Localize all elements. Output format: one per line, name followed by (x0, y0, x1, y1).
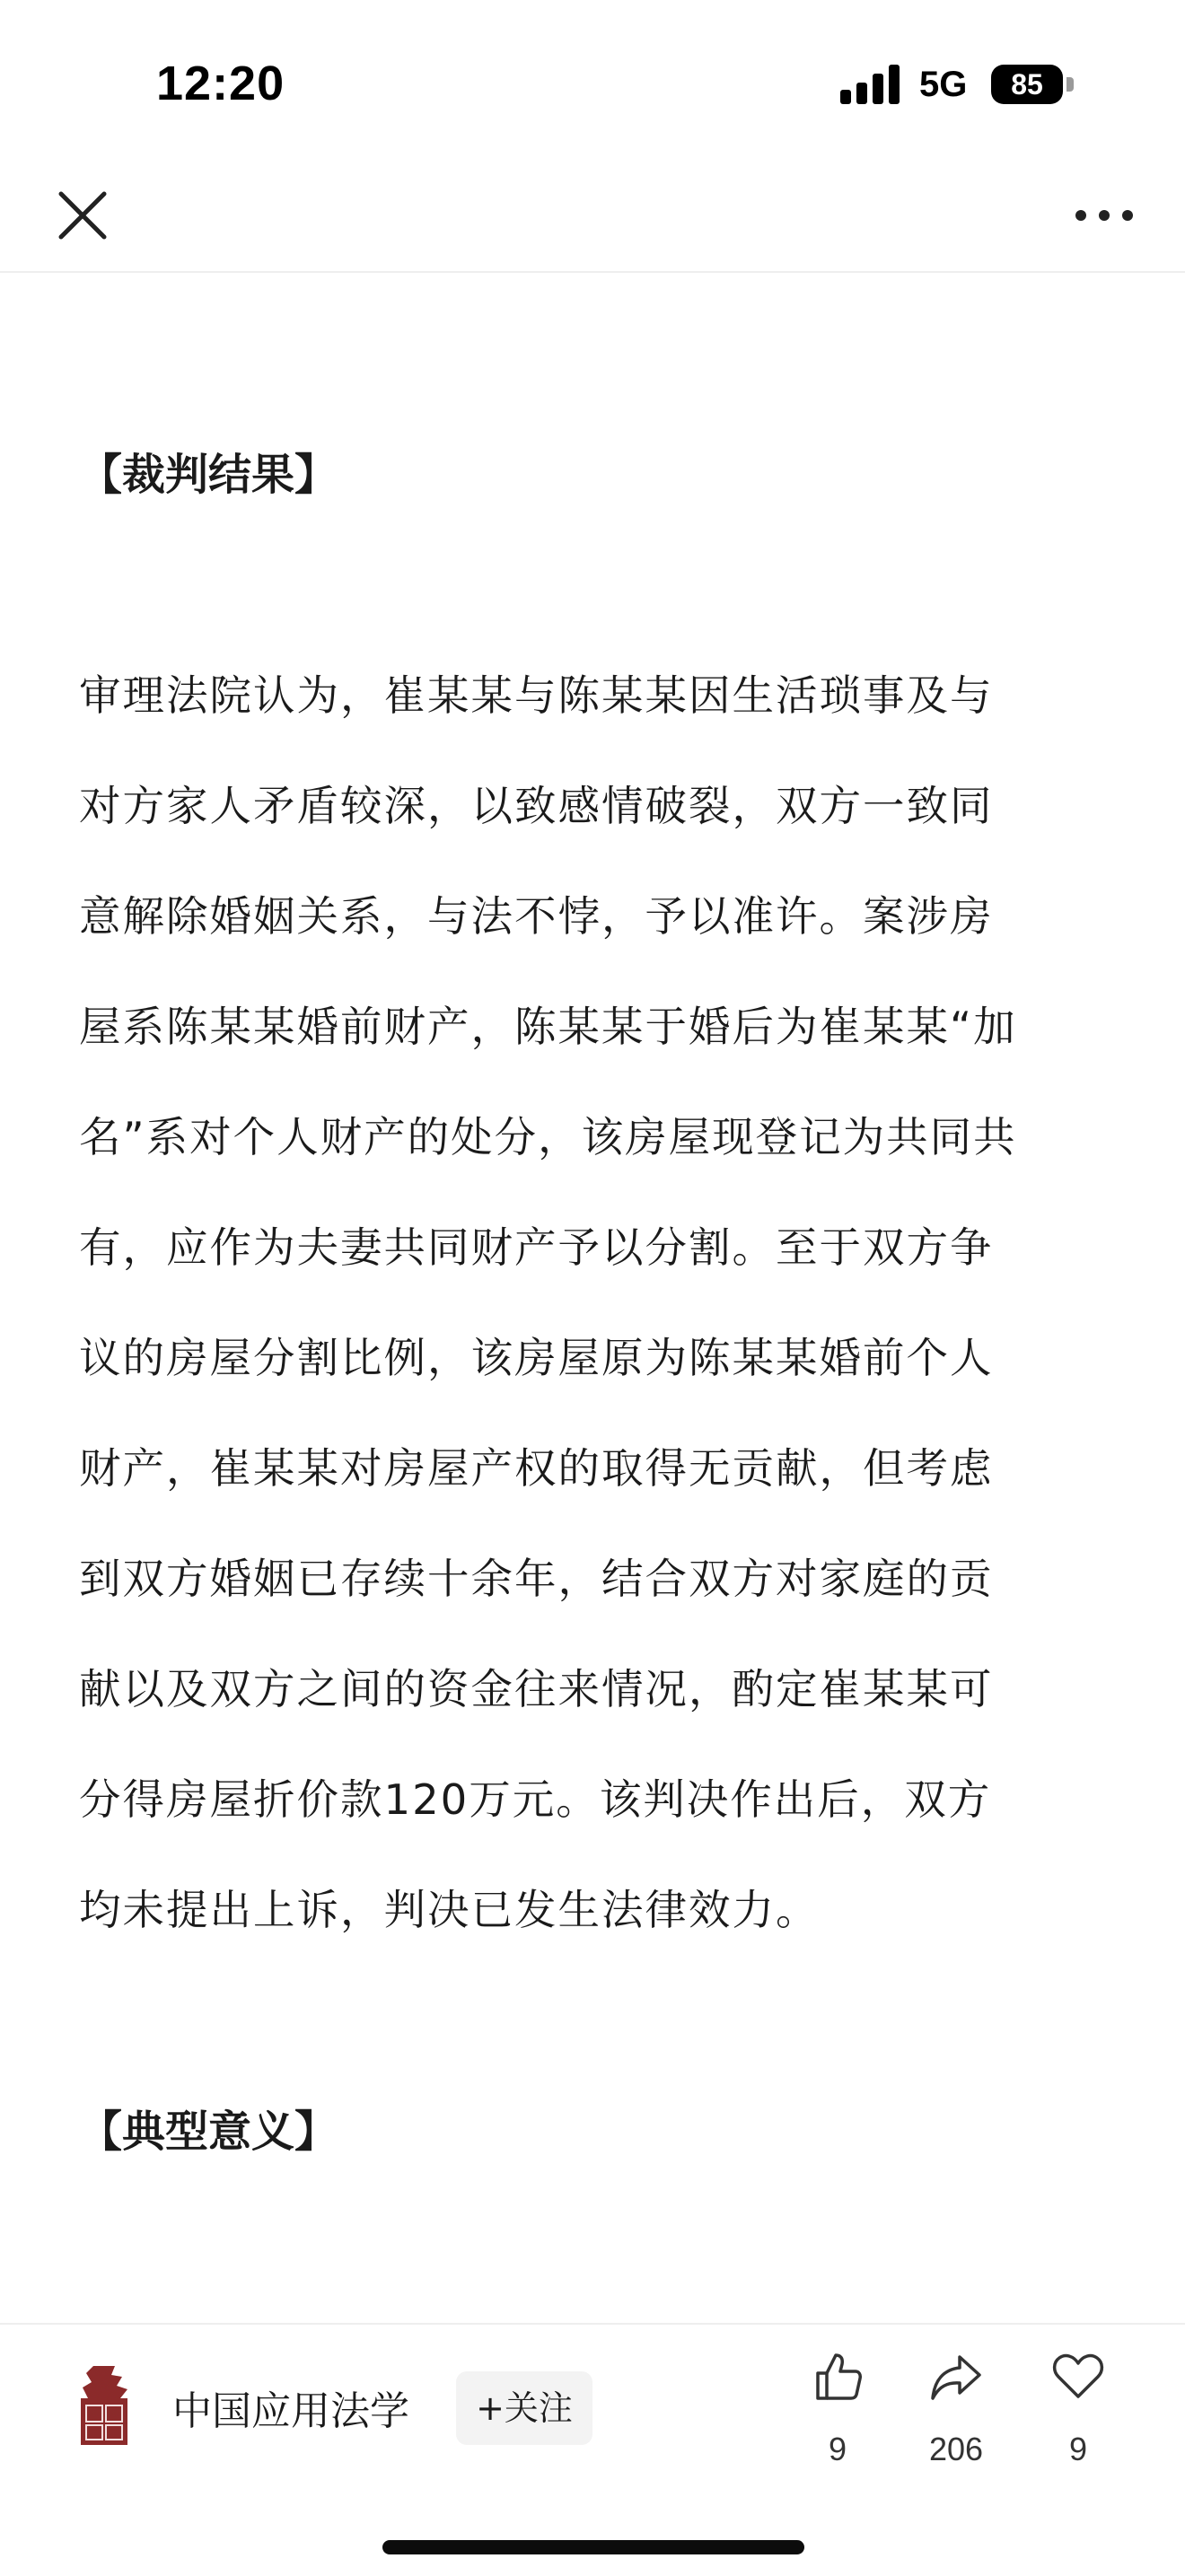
section-heading-significance: 【典型意义】 (79, 2107, 338, 2157)
paragraph-line: 均未提出上诉，判决已发生法律效力。 (79, 1886, 820, 1934)
nav-bar (0, 162, 1185, 273)
battery-cap (1066, 77, 1074, 92)
more-horizontal-icon[interactable] (1068, 188, 1140, 242)
paragraph-line: 财产，崔某某对房屋产权的取得无贡献，但考虑 (79, 1444, 994, 1493)
share-arrow-icon (929, 2350, 983, 2404)
paragraph-line: 对方家人矛盾较深，以致感情破裂，双方一致同 (79, 782, 994, 830)
paragraph-line: 到双方婚姻已存续十余年，结合双方对家庭的贡 (79, 1555, 994, 1603)
paragraph-line: 屋系陈某某婚前财产，陈某某于婚后为崔某某“加 (79, 1003, 1017, 1051)
paragraph-line: 议的房屋分割比例，该房屋原为陈某某婚前个人 (79, 1334, 994, 1382)
status-time: 12:20 (156, 57, 285, 110)
share-count: 206 (928, 2431, 984, 2467)
favorite-count: 9 (1068, 2431, 1088, 2467)
paragraph-line: 意解除婚姻关系，与法不悖，予以准许。案涉房 (79, 892, 994, 941)
heart-icon (1051, 2350, 1105, 2404)
network-type: 5G (919, 65, 968, 104)
like-count: 9 (828, 2431, 847, 2467)
signal-strength-icon (840, 65, 901, 104)
thumbs-up-icon (811, 2350, 865, 2404)
paragraph-line: 有，应作为夫妻共同财产予以分割。至于双方争 (79, 1223, 994, 1272)
follow-button[interactable]: +关注 (456, 2371, 592, 2445)
close-icon[interactable] (50, 183, 115, 248)
like-button[interactable] (788, 2350, 887, 2484)
paragraph-line: 名”系对个人财产的处分，该房屋现登记为共同共 (79, 1113, 1017, 1161)
battery-level: 85 (991, 65, 1063, 104)
article-paragraph (79, 641, 1111, 1966)
account-logo-icon[interactable] (75, 2362, 133, 2449)
paragraph-line: 分得房屋折价款120万元。该判决作出后，双方 (79, 1775, 992, 1824)
bottom-action-bar (0, 2323, 1185, 2576)
home-indicator[interactable] (382, 2540, 804, 2554)
account-name[interactable]: 中国应用法学 (172, 2388, 409, 2434)
paragraph-line: 审理法院认为，崔某某与陈某某因生活琐事及与 (79, 671, 994, 720)
share-button[interactable] (907, 2350, 1005, 2484)
status-bar (0, 0, 1185, 162)
section-heading-result: 【裁判结果】 (79, 450, 338, 500)
favorite-button[interactable] (1029, 2350, 1128, 2484)
battery-icon (991, 65, 1074, 104)
paragraph-line: 献以及双方之间的资金往来情况，酌定崔某某可 (79, 1665, 994, 1713)
